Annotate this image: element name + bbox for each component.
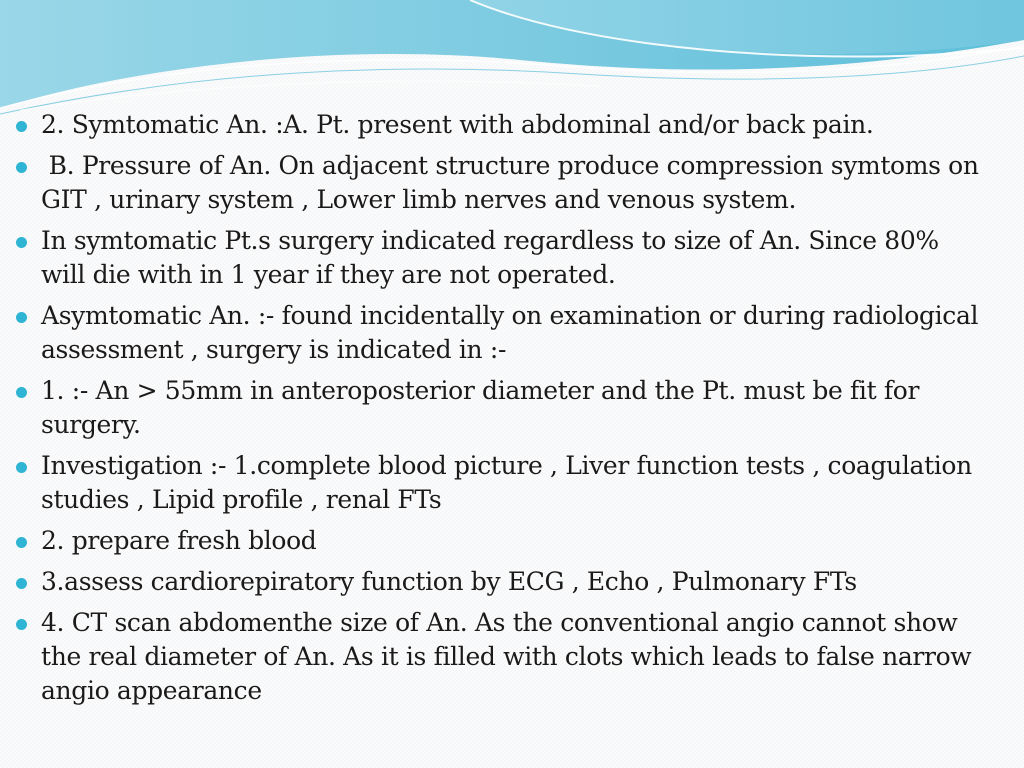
- list-item: [16, 224, 984, 292]
- bullet-dot-icon: [16, 619, 27, 630]
- list-item-text: In symtomatic Pt.s surgery indicated regardless to size of An. Since 80% will die with in 1 year if they are not operated.: [41, 226, 939, 289]
- list-item: [16, 524, 984, 558]
- bullet-list: [16, 108, 987, 708]
- list-item-text: 3.assess cardiorepiratory function by ECG , Echo , Pulmonary FTs: [41, 567, 857, 596]
- list-item-text: 2. prepare fresh blood: [41, 526, 317, 555]
- bullet-dot-icon: [16, 312, 27, 323]
- list-item-text: B. Pressure of An. On adjacent structure produce compression symtoms on GIT , urinary system , Lower limb nerves and venous system.: [41, 151, 987, 214]
- list-item: [16, 565, 984, 599]
- list-item: [16, 374, 984, 442]
- list-item-text: 1. :- An > 55mm in anteroposterior diameter and the Pt. must be fit for surgery.: [41, 376, 920, 439]
- list-item-text: Investigation :- 1.complete blood picture , Liver function tests , coagulation studies , Lipid profile , renal FTs: [41, 451, 972, 514]
- slide-content: [0, 108, 1024, 715]
- list-item: [16, 299, 984, 367]
- list-item-text: 4. CT scan abdomenthe size of An. As the conventional angio cannot show the real diameter of An. As it is filled with clots which leads to false narrow angio appearance: [41, 608, 972, 705]
- list-item: [16, 449, 984, 517]
- list-item: [16, 108, 984, 142]
- bullet-dot-icon: [16, 237, 27, 248]
- bullet-dot-icon: [16, 162, 27, 173]
- bullet-dot-icon: [16, 537, 27, 548]
- list-item-text: 2. Symtomatic An. :A. Pt. present with abdominal and/or back pain.: [41, 110, 874, 139]
- list-item: [16, 606, 984, 708]
- list-item: [16, 149, 987, 217]
- bullet-dot-icon: [16, 578, 27, 589]
- bullet-dot-icon: [16, 387, 27, 398]
- header-wave-decoration: [0, 0, 1024, 120]
- bullet-dot-icon: [16, 462, 27, 473]
- bullet-dot-icon: [16, 121, 27, 132]
- list-item-text: Asymtomatic An. :- found incidentally on examination or during radiological assessment , surgery is indicated in :-: [41, 301, 979, 364]
